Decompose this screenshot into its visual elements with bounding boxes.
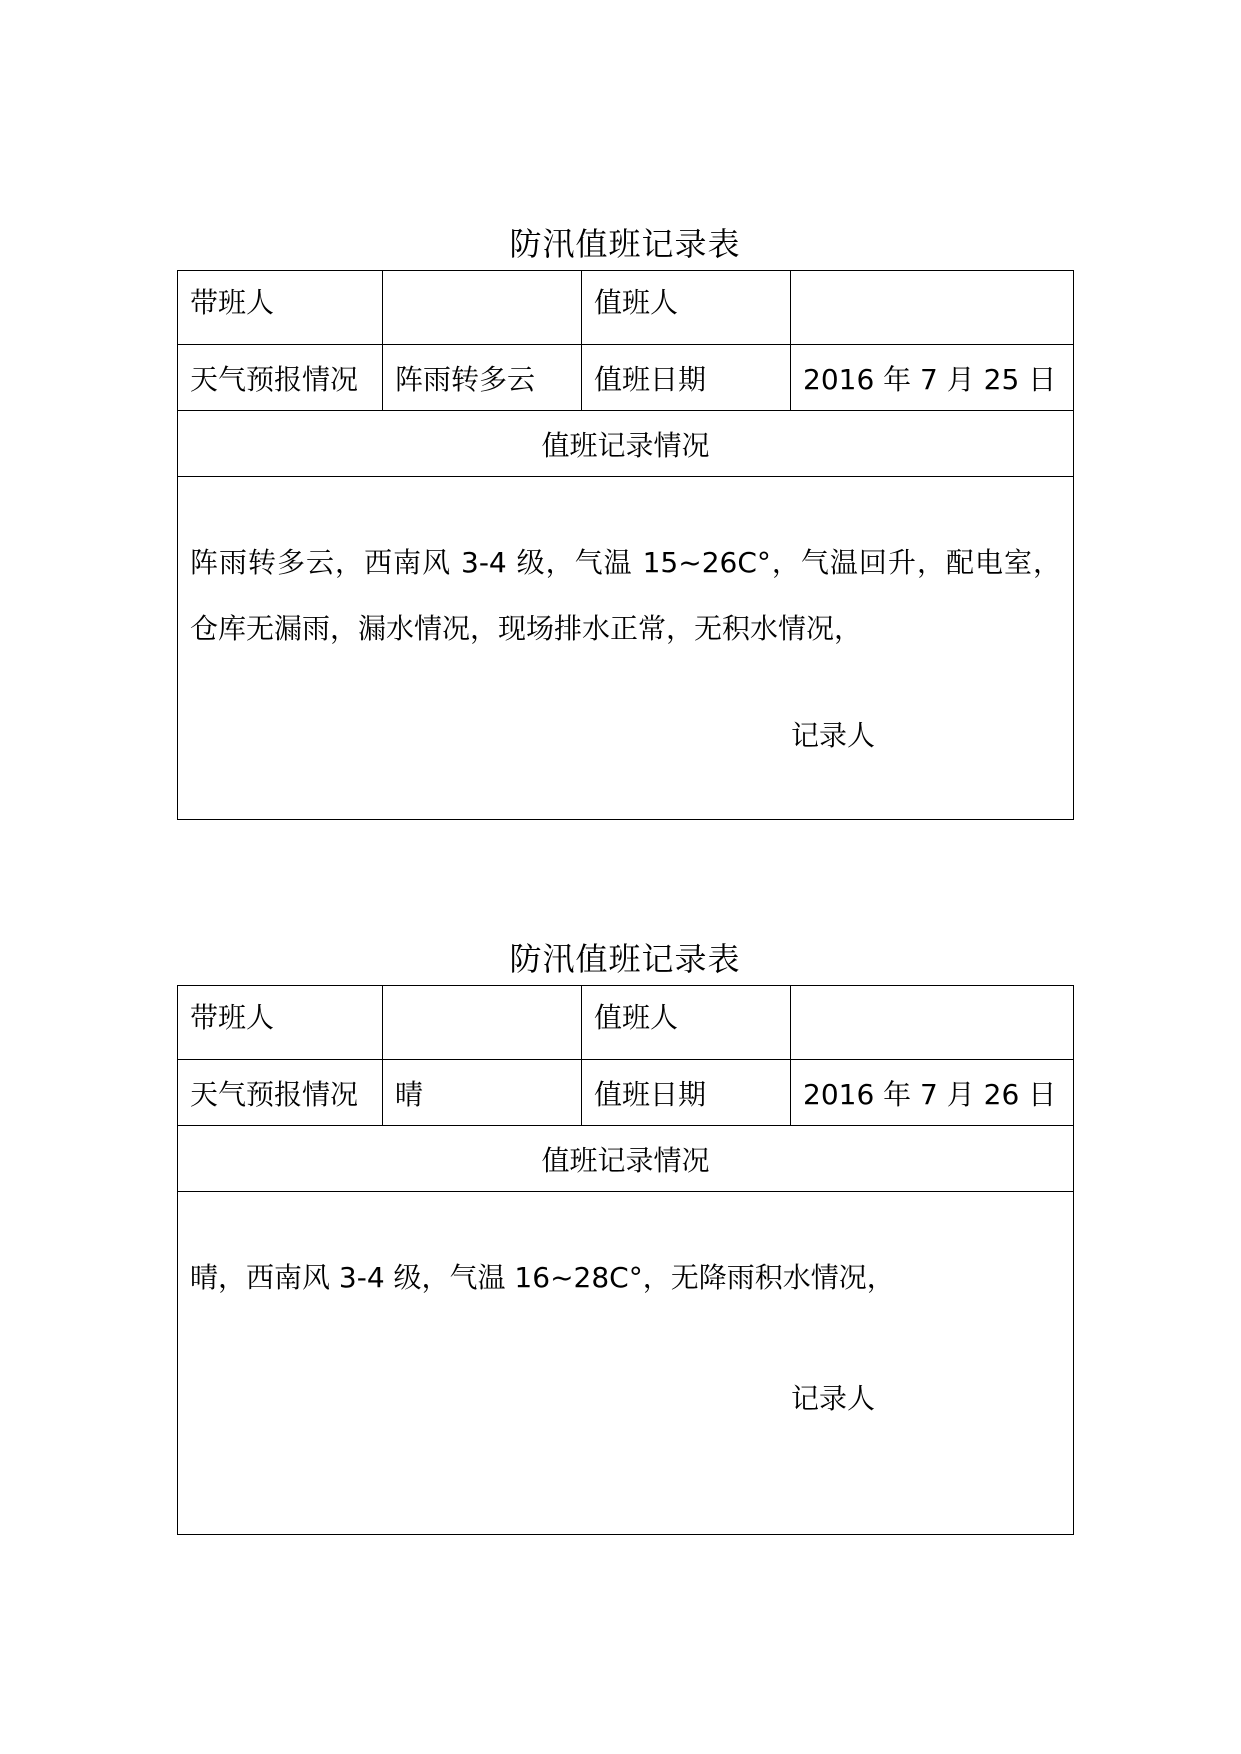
- weather-label: 天气预报情况: [178, 345, 383, 411]
- table-row: [178, 986, 1074, 1060]
- table-row: [178, 1126, 1074, 1192]
- record-body-cell: [178, 477, 1074, 820]
- form-title: 防汛值班记录表: [509, 940, 741, 978]
- duty-date-value: 2016 年 7 月 26 日: [791, 1060, 1074, 1126]
- leader-label: 带班人: [178, 271, 383, 345]
- record-form-1: [177, 220, 1073, 820]
- duty-date-label: 值班日期: [582, 345, 791, 411]
- duty-date-value: 2016 年 7 月 25 日: [791, 345, 1074, 411]
- record-body-text: 晴，西南风 3-4 级，气温 16~28C°，无降雨积水情况，: [190, 1261, 895, 1294]
- record-body-cell: [178, 1192, 1074, 1535]
- recorder-label: 记录人: [791, 719, 876, 752]
- table-row: [178, 271, 1074, 345]
- record-form-2: [177, 935, 1073, 1535]
- record-body-text: 阵雨转多云，西南风 3-4 级，气温 15~26C°，气温回升，配电室，仓库无漏雨，漏水情况，现场排水正常，无积水情况，: [190, 546, 1061, 645]
- leader-value: [383, 986, 582, 1060]
- weather-value: 阵雨转多云: [383, 345, 582, 411]
- table-row: [178, 1192, 1074, 1535]
- leader-value: [383, 271, 582, 345]
- duty-person-label: 值班人: [582, 986, 791, 1060]
- duty-date-label: 值班日期: [582, 1060, 791, 1126]
- record-table: [177, 270, 1074, 820]
- form-title: 防汛值班记录表: [509, 225, 741, 263]
- leader-label: 带班人: [178, 986, 383, 1060]
- table-row: [178, 345, 1074, 411]
- duty-person-value: [791, 986, 1074, 1060]
- table-row: [178, 477, 1074, 820]
- recorder-label: 记录人: [791, 1382, 876, 1415]
- duty-person-label: 值班人: [582, 271, 791, 345]
- duty-person-value: [791, 271, 1074, 345]
- table-row: [178, 411, 1074, 477]
- weather-label: 天气预报情况: [178, 1060, 383, 1126]
- section-heading: 值班记录情况: [178, 411, 1074, 477]
- record-table: [177, 985, 1074, 1535]
- section-heading: 值班记录情况: [178, 1126, 1074, 1192]
- weather-value: 晴: [383, 1060, 582, 1126]
- table-row: [178, 1060, 1074, 1126]
